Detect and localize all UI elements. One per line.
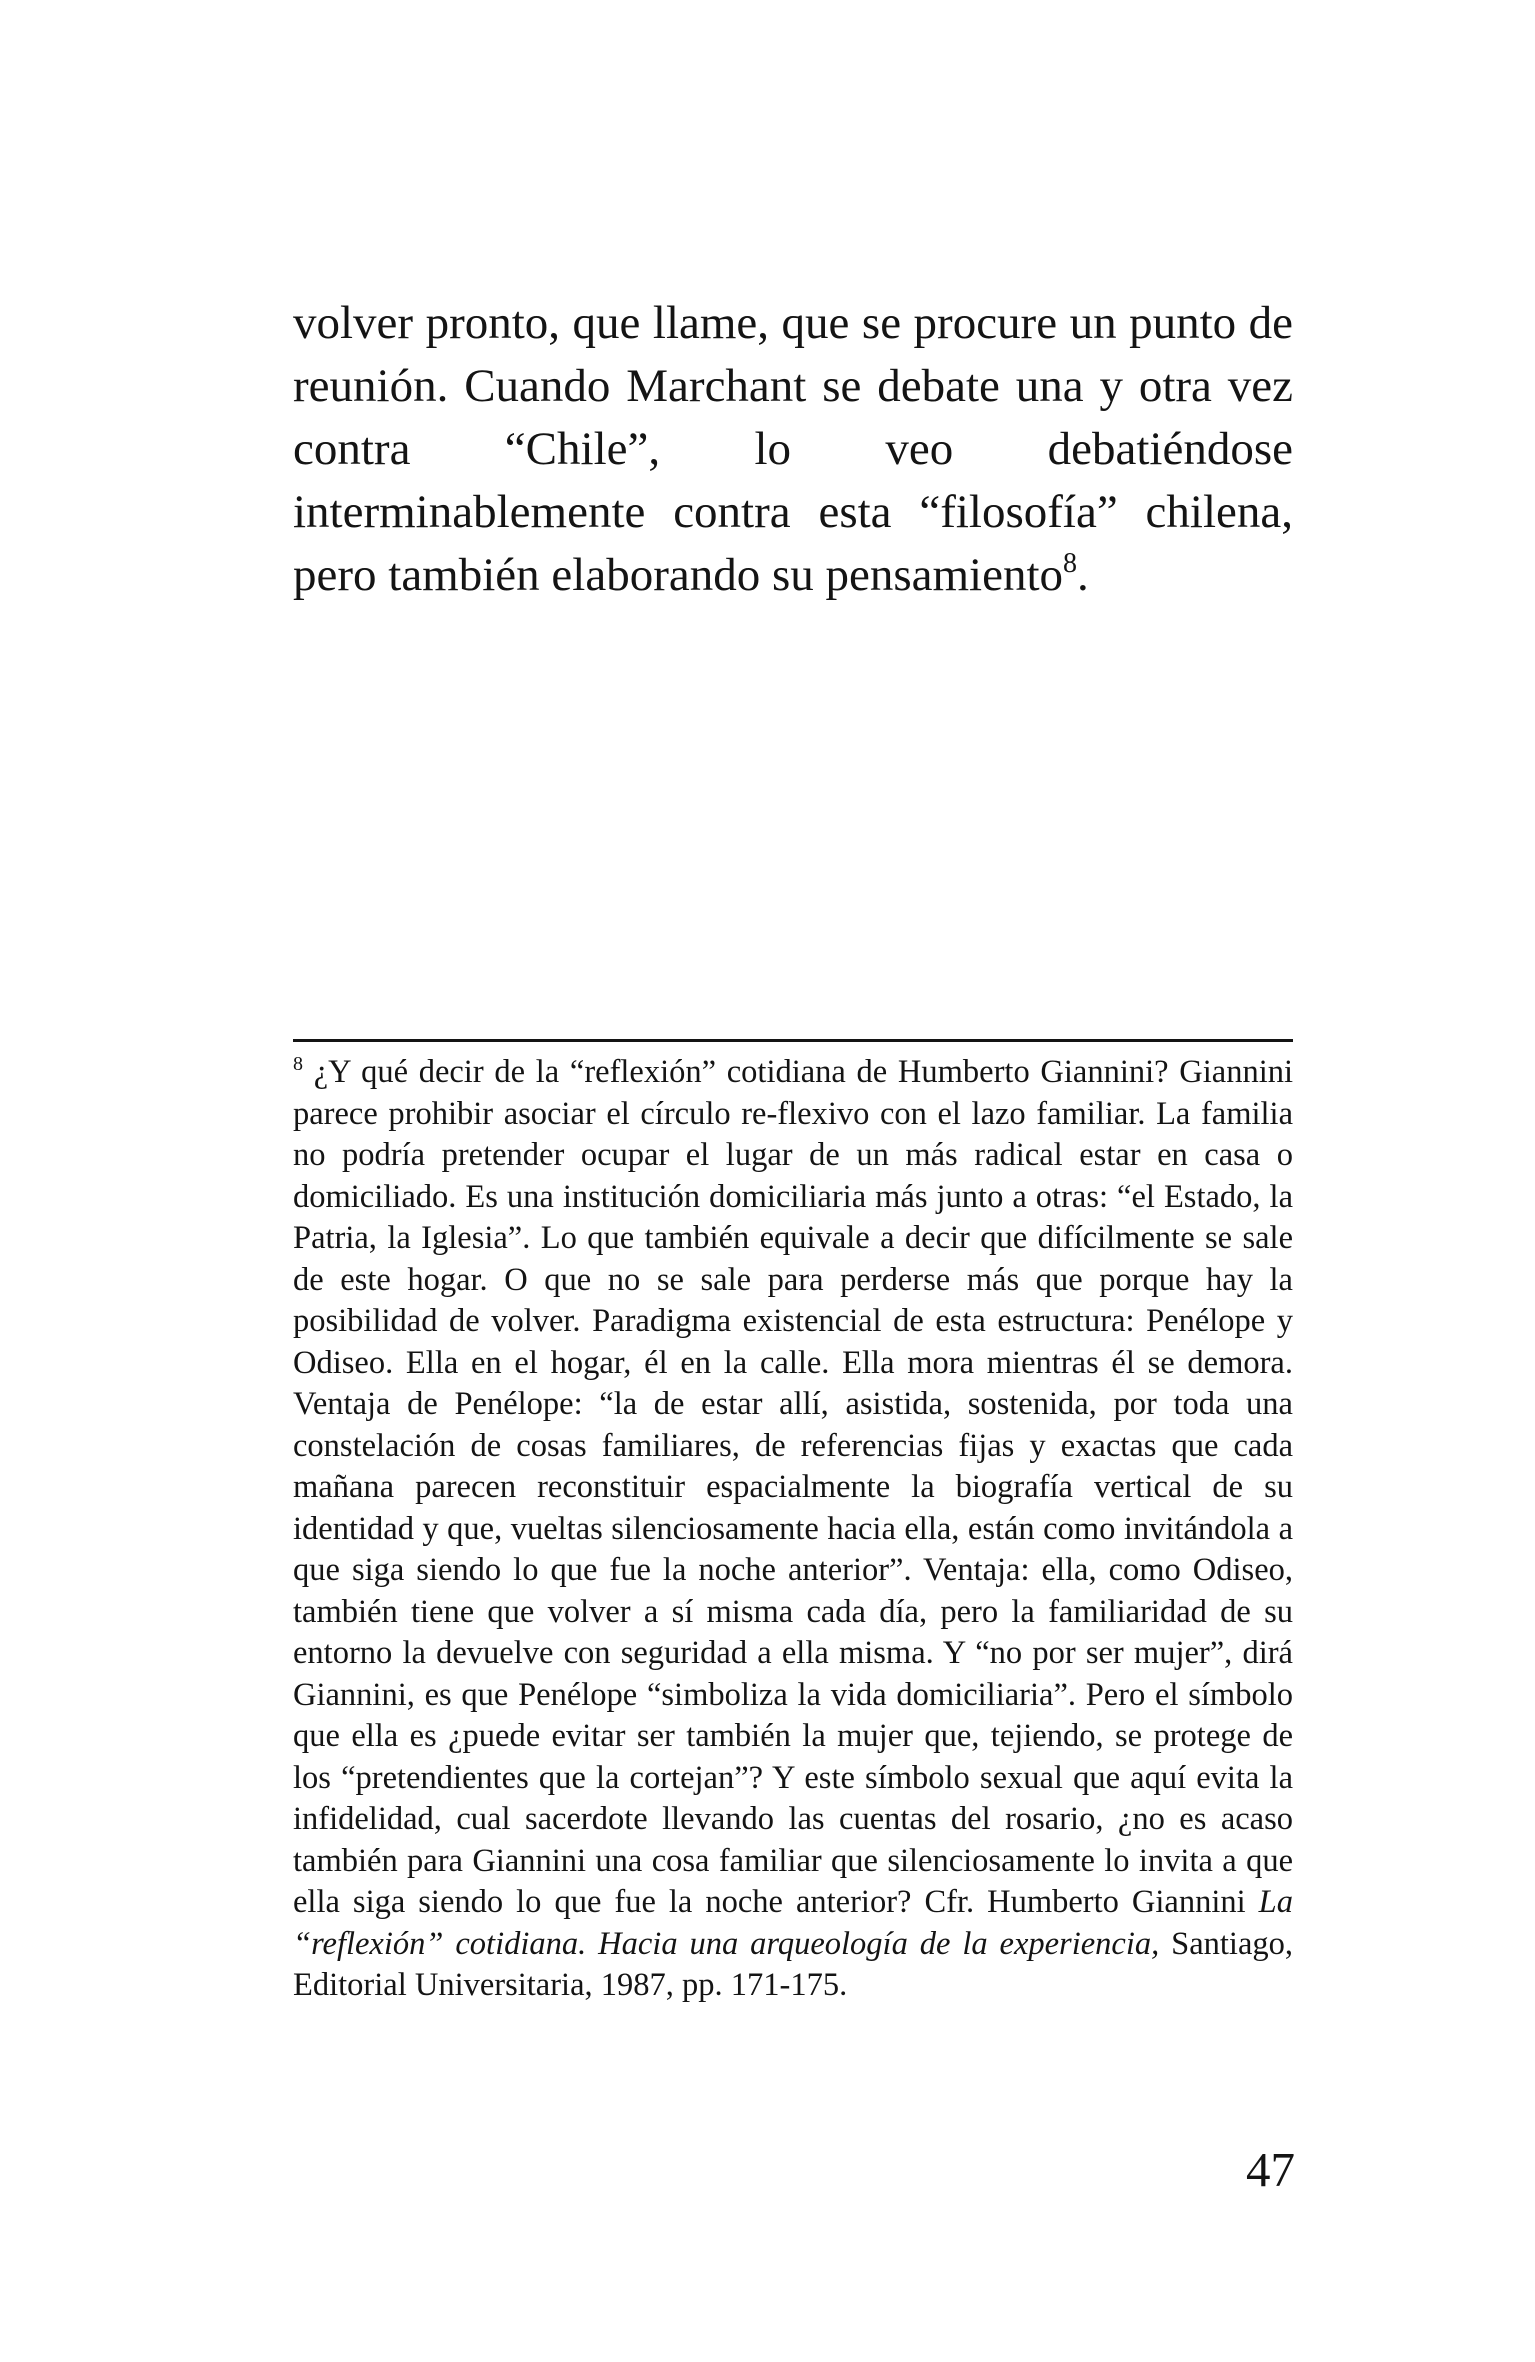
body-paragraph [293,292,1293,607]
page-number: 47 [1246,2142,1295,2197]
footnote-separator [293,1039,1293,1042]
body-paragraph-text: volver pronto, que llame, que se procure un punto de reunión. Cuando Marchant se debate una y otra vez contra “Chile”, lo veo debatiéndose interminablemente contra esta “filosofía” chilena, pero también elaborando su pensamiento [293,297,1293,601]
body-paragraph-end: . [1077,549,1089,601]
footnote [293,1052,1293,2007]
footnote-cited-title: La “reflexión” cotidiana. Hacia una arqueología de la experiencia, [293,1884,1293,1962]
footnote-marker: 8 [293,1053,303,1075]
footnote-text: ¿Y qué decir de la “reflexión” cotidiana de Humberto Giannini? Giannini parece prohibir asociar el círculo re-flexivo con el lazo familiar. La familia no podría pretender ocupar el lugar de un más radical estar en casa o domiciliado. Es una institución domiciliaria más junto a otras: “el Estado, la Patria, la Iglesia”. Lo que también equivale a decir que difícilmente se sale de este hogar. O que no se sale para perderse más que porque hay la posibilidad de volver. Paradigma existencial de esta estructura: Penélope y Odiseo. Ella en el hogar, él en la calle. Ella mora mientras él se demora. Ventaja de Penélope: “la de estar allí, asistida, sostenida, por toda una constelación de cosas familiares, de referencias fijas y exactas que cada mañana parecen reconstituir espacialmente la biografía vertical de su identidad y que, vueltas silenciosamente hacia ella, están como invitándola a que siga siendo lo que fue la noche anterior”. Ventaja: ella, como Odiseo, también tiene que volver a sí misma cada día, pero la familiaridad de su entorno la devuelve con seguridad a ella misma. Y “no por ser mujer”, dirá Giannini, es que Penélope “simboliza la vida domiciliaria”. Pero el símbolo que ella es ¿puede evitar ser también la mujer que, tejiendo, se protege de los “pretendientes que la cortejan”? Y este símbolo sexual que aquí evita la infidelidad, cual sacerdote llevando las cuentas del rosario, ¿no es acaso también para Giannini una cosa familiar que silenciosamente lo invita a que ella siga siendo lo que fue la noche anterior? Cfr. Humberto Giannini [293,1054,1293,1920]
footnote-citation-end: Santiago, Editorial Universitaria, 1987, pp. 171-175. [293,1925,1294,2003]
footnote-reference: 8 [1063,548,1078,579]
